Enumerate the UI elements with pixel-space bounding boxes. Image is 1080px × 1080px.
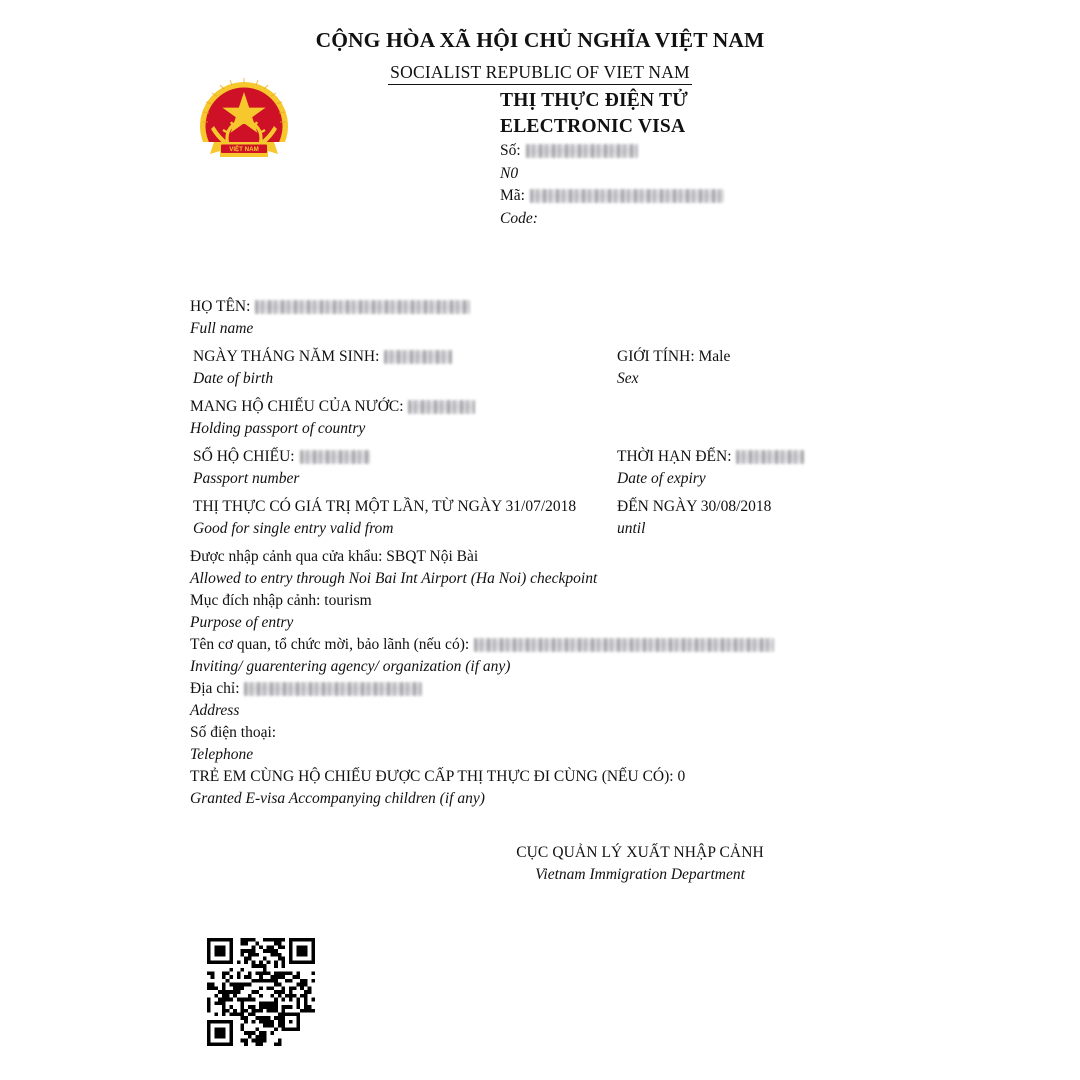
agency-label-en: Inviting/ guarentering agency/ organization (if any) (190, 658, 511, 675)
agency-value-redacted (474, 638, 774, 652)
field-checkpoint (190, 546, 1020, 590)
telephone-row (190, 722, 1020, 744)
purpose-label-en: Purpose of entry (190, 614, 294, 631)
agency-label: Tên cơ quan, tổ chức mời, bảo lãnh (nếu có): (190, 636, 470, 653)
nationality-label-en: Holding passport of country (190, 420, 366, 437)
nationality-row (190, 396, 1020, 418)
national-title: CỘNG HÒA XÃ HỘI CHỦ NGHĨA VIỆT NAM (315, 28, 765, 52)
telephone-label-en: Telephone (190, 746, 254, 763)
validity-label-en: Good for single entry valid from (193, 520, 394, 537)
national-title-en-wrap (0, 62, 1080, 83)
dob-row (190, 346, 617, 368)
field-agency (190, 634, 1020, 678)
emblem-banner-text: VIỆT NAM (229, 146, 259, 154)
expiry-column (617, 446, 1020, 490)
dob-label: NGÀY THÁNG NĂM SINH: (193, 348, 380, 365)
field-purpose (190, 590, 1020, 634)
authority-name-en: Vietnam Immigration Department (535, 866, 745, 883)
passport-column (190, 446, 617, 490)
dob-value-redacted (384, 350, 452, 364)
validity-label: THỊ THỰC CÓ GIÁ TRỊ MỘT LẦN, TỪ NGÀY 31/07/2018 (193, 498, 577, 515)
expiry-row (617, 446, 1020, 468)
passport-label: SỐ HỘ CHIẾU: (193, 448, 295, 465)
visa-code-value-redacted (530, 189, 724, 203)
dob-label-en: Date of birth (193, 370, 274, 387)
full-name-value-redacted (255, 300, 470, 314)
agency-row (190, 634, 1020, 656)
checkpoint-label-en: Allowed to entry through Noi Bai Int Airport (Ha Noi) checkpoint (190, 570, 598, 587)
passport-label-en: Passport number (193, 470, 300, 487)
expiry-label: THỜI HẠN ĐẾN: (617, 448, 732, 465)
qr-code-icon (207, 938, 315, 1046)
sex-label: GIỚI TÍNH: (617, 348, 695, 365)
sex-label-en: Sex (617, 370, 639, 387)
children-label-en: Granted E-visa Accompanying children (if any) (190, 790, 485, 807)
visa-title-block (500, 88, 920, 230)
visa-code-label: Mã: (500, 187, 525, 204)
field-children (190, 766, 1020, 810)
sex-value: Male (698, 348, 731, 365)
valid-from-column (190, 496, 617, 540)
address-label-en: Address (190, 702, 240, 719)
authority-name-vn: CỤC QUẢN LÝ XUẤT NHẬP CẢNH (516, 844, 764, 861)
dob-column (190, 346, 617, 390)
address-value-redacted (244, 682, 422, 696)
passport-row (190, 446, 617, 468)
nationality-label: MANG HỘ CHIẾU CỦA NƯỚC: (190, 398, 404, 415)
issuing-authority (430, 842, 850, 886)
field-telephone (190, 722, 1020, 766)
passport-value-redacted (300, 450, 370, 464)
valid-until-column (617, 496, 1020, 540)
visa-title-vn: THỊ THỰC ĐIỆN TỬ (500, 90, 688, 111)
field-dob-sex (190, 346, 1020, 390)
field-full-name (190, 296, 1020, 340)
field-nationality (190, 396, 1020, 440)
telephone-label: Số điện thoại: (190, 724, 277, 741)
full-name-row (190, 296, 1020, 318)
full-name-label: HỌ TÊN: (190, 298, 251, 315)
visa-number-label-en: N0 (500, 164, 519, 182)
expiry-label-en: Date of expiry (617, 470, 706, 487)
vietnam-emblem-icon (194, 64, 294, 170)
visa-number-label: Số: (500, 142, 521, 159)
valid-until-label: ĐẾN NGÀY 30/08/2018 (617, 498, 772, 515)
address-label: Địa chỉ: (190, 680, 240, 697)
field-address (190, 678, 1020, 722)
valid-until-label-en: until (617, 520, 646, 537)
sex-row (617, 346, 1020, 368)
purpose-label: Mục đích nhập cảnh: tourism (190, 592, 372, 609)
field-validity (190, 496, 1020, 540)
nationality-value-redacted (408, 400, 475, 414)
visa-code-label-en: Code: (500, 209, 538, 227)
visa-number-value-redacted (526, 144, 638, 158)
sex-column (617, 346, 1020, 390)
field-passport-expiry (190, 446, 1020, 490)
visa-number-row (500, 140, 920, 163)
children-label: TRẺ EM CÙNG HỘ CHIẾU ĐƯỢC CẤP THỊ THỰC ĐI CÙNG (NẾU CÓ): 0 (190, 768, 686, 785)
address-row (190, 678, 1020, 700)
visa-title-en: ELECTRONIC VISA (500, 116, 686, 137)
national-title-en: SOCIALIST REPUBLIC OF VIET NAM (388, 62, 692, 85)
expiry-value-redacted (736, 450, 804, 464)
visa-code-row (500, 185, 920, 208)
full-name-label-en: Full name (190, 320, 254, 337)
checkpoint-label: Được nhập cảnh qua cửa khẩu: SBQT Nội Bài (190, 548, 479, 565)
visa-fields (190, 296, 1020, 810)
